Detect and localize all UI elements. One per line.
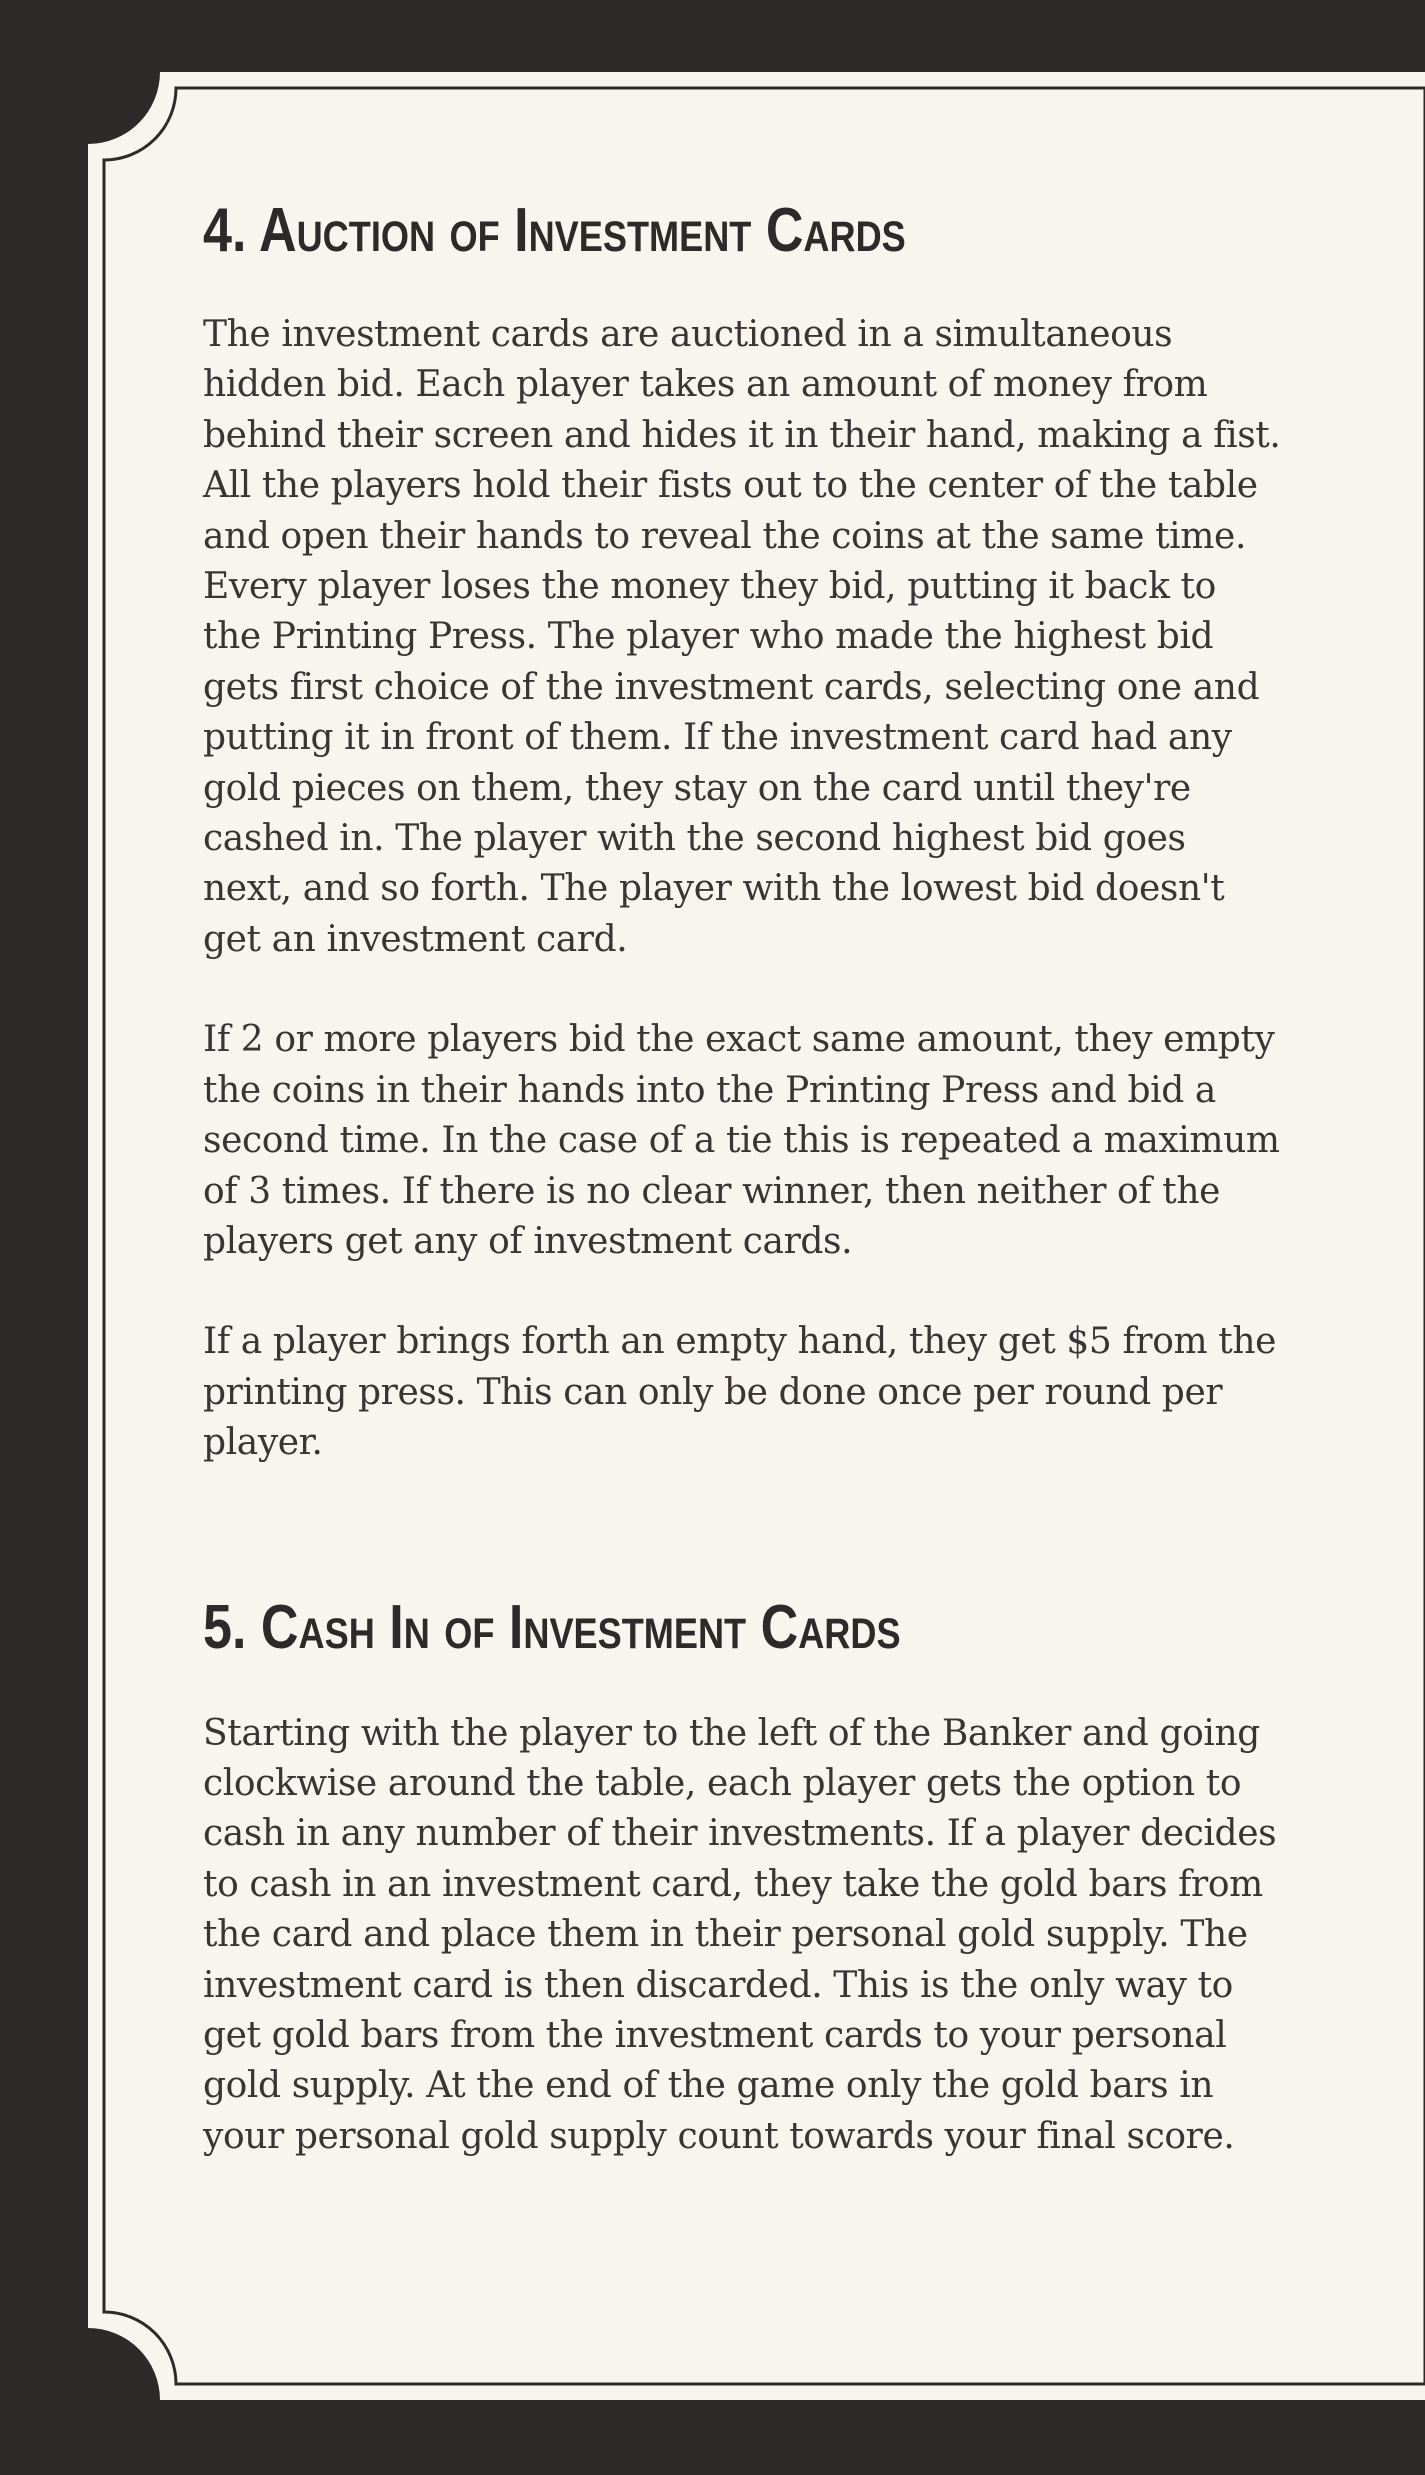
section-title-auction: 4. Auction of Investment Cards (203, 196, 906, 265)
section-cash-in (203, 1592, 1283, 2163)
paragraph: If 2 or more players bid the exact same amount, they empty the coins in their hands into the Printing Press and bid a second time. In the case of a tie this is repeated a maximum of 3 times. If there is no clear winner, then neither of the players get any of investment cards. (203, 1019, 1280, 1262)
section-auction (203, 196, 1283, 1469)
paragraph: The investment cards are auctioned in a simultaneous hidden bid. Each player takes an amount of money from behind their screen and hides it in their hand, making a fist. All the players hold their fists out to the center of the table and open their hands to reveal the coins at the same time. Every player loses the money they bid, putting it back to the Printing Press. The player who made the highest bid gets first choice of the investment cards, selecting one and putting it in front of them. If the investment card had any gold pieces on them, they stay on the card until they're cashed in. The player with the second highest bid goes next, and so forth. The player with the lowest bid doesn't get an investment card. (203, 314, 1281, 960)
paragraph: If a player brings forth an empty hand, they get $5 from the printing press. This can only be done once per round per player. (203, 1321, 1277, 1464)
paragraph: Starting with the player to the left of the Banker and going clockwise around the table, each player gets the option to cash in any number of their investments. If a player decides to cash in an investment card, they take the gold bars from the card and place them in their personal gold supply. The investment card is then discarded. This is the only way to get gold bars from the investment cards to your personal gold supply. At the end of the game only the gold bars in your personal gold supply count towards your final score. (203, 1712, 1277, 2157)
section-title-cash-in: 5. Cash In of Investment Cards (203, 1592, 901, 1662)
page-content (203, 196, 1283, 2162)
